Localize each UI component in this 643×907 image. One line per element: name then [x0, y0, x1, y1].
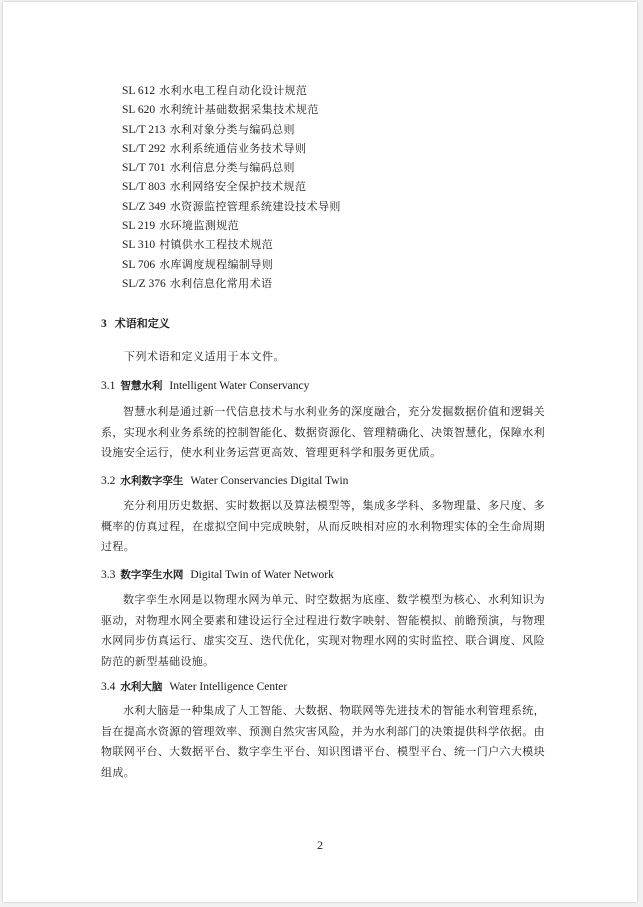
page-content [3, 2, 637, 902]
term-number: 3.4 [101, 681, 116, 693]
standard-item [122, 139, 341, 158]
term-chinese: 数字孪生水网 [120, 569, 184, 581]
term-number: 3.1 [101, 380, 116, 392]
term-chinese: 智慧水利 [120, 380, 163, 392]
term-heading [101, 473, 348, 488]
term-definition: 水利大脑是一种集成了人工智能、大数据、物联网等先进技术的智能水利管理系统，旨在提高水资源的管理效率、预测自然灾害风险，并为水利部门的决策提供科学依据。由物联网平台、大数据平台、数字孪生平台、知识图谱平台、模型平台、统一门户六大模块组成。 [101, 704, 545, 779]
section-title: 术语和定义 [114, 317, 170, 330]
standard-name: 水利系统通信业务技术导则 [169, 141, 307, 155]
standard-name: 水利水电工程自动化设计规范 [159, 84, 308, 97]
document-page [3, 2, 637, 902]
term-english: Water Conservancies Digital Twin [190, 475, 349, 487]
term-number: 3.2 [101, 475, 116, 487]
term-definition: 数字孪生水网是以物理水网为单元、时空数据为底座、数学模型为核心、水利知识为驱动，对物理水网全要素和建设运行全过程进行数字映射、智能模拟、前瞻预演，与物理水网同步仿真运行、虚实交互、迭代优化，实现对物理水网的实时监控、联合调度、风险防范的新型基础设施。 [101, 593, 545, 668]
standard-code: SL 612 [122, 85, 156, 97]
term-heading [101, 679, 287, 694]
standard-name: 水利网络安全保护技术规范 [169, 180, 307, 194]
standard-name: 水利统计基础数据采集技术规范 [159, 103, 319, 117]
term-chinese: 水利数字孪生 [120, 475, 184, 487]
standard-item [122, 255, 341, 274]
standard-code: SL 219 [122, 220, 156, 233]
term-english: Digital Twin of Water Network [190, 569, 334, 581]
term-definition: 充分利用历史数据、实时数据以及算法模型等，集成多学科、多物理量、多尺度、多概率的仿真过程，在虚拟空间中完成映射，从而反映相对应的水利物理实体的全生命周期过程。 [101, 499, 545, 553]
standard-item [122, 120, 341, 139]
standard-item [122, 235, 341, 254]
term-number: 3.3 [101, 569, 116, 581]
standard-code: SL/T 701 [122, 162, 166, 175]
standard-item [122, 274, 341, 293]
term-chinese: 水利大脑 [120, 681, 163, 693]
section-number: 3 [101, 318, 107, 330]
standard-name: 水利信息分类与编码总则 [169, 161, 295, 175]
standard-name: 水库调度规程编制导则 [159, 257, 274, 271]
standard-name: 村镇供水工程技术规范 [159, 238, 274, 252]
standard-code: SL/Z 376 [122, 277, 166, 290]
standard-code: SL/T 213 [122, 123, 166, 136]
standard-item [122, 81, 341, 100]
standard-code: SL/T 292 [122, 142, 166, 155]
standard-item [122, 197, 341, 216]
term-english: Water Intelligence Center [169, 681, 288, 693]
term-definition: 智慧水利是通过新一代信息技术与水利业务的深度融合，充分发掘数据价值和逻辑关系，实现水利业务系统的控制智能化、数据资源化、管理精确化、决策智慧化，保障水利设施安全运行，使水利业务运营更高效、管理更科学和服务更优质。 [101, 405, 545, 459]
standard-name: 水资源监控管理系统建设技术导则 [169, 199, 341, 213]
intro-paragraph: 下列术语和定义适用于本文件。 [124, 350, 285, 363]
standard-code: SL/T 803 [122, 181, 166, 194]
standards-list [122, 81, 341, 293]
term-heading [101, 567, 334, 582]
term-english: Intelligent Water Conservancy [169, 380, 310, 392]
standard-name: 水环境监测规范 [159, 219, 239, 233]
standard-code: SL 310 [122, 239, 156, 252]
section-heading [101, 315, 170, 331]
standard-name: 水利信息化常用术语 [169, 276, 273, 290]
standard-code: SL 706 [122, 258, 156, 271]
standard-item [122, 177, 341, 196]
standard-name: 水利对象分类与编码总则 [169, 122, 295, 136]
standard-code: SL 620 [122, 104, 156, 117]
standard-item [122, 100, 341, 119]
page-number: 2 [317, 838, 323, 852]
standard-item [122, 158, 341, 177]
standard-item [122, 216, 341, 235]
standard-code: SL/Z 349 [122, 200, 166, 213]
term-heading [101, 378, 309, 393]
